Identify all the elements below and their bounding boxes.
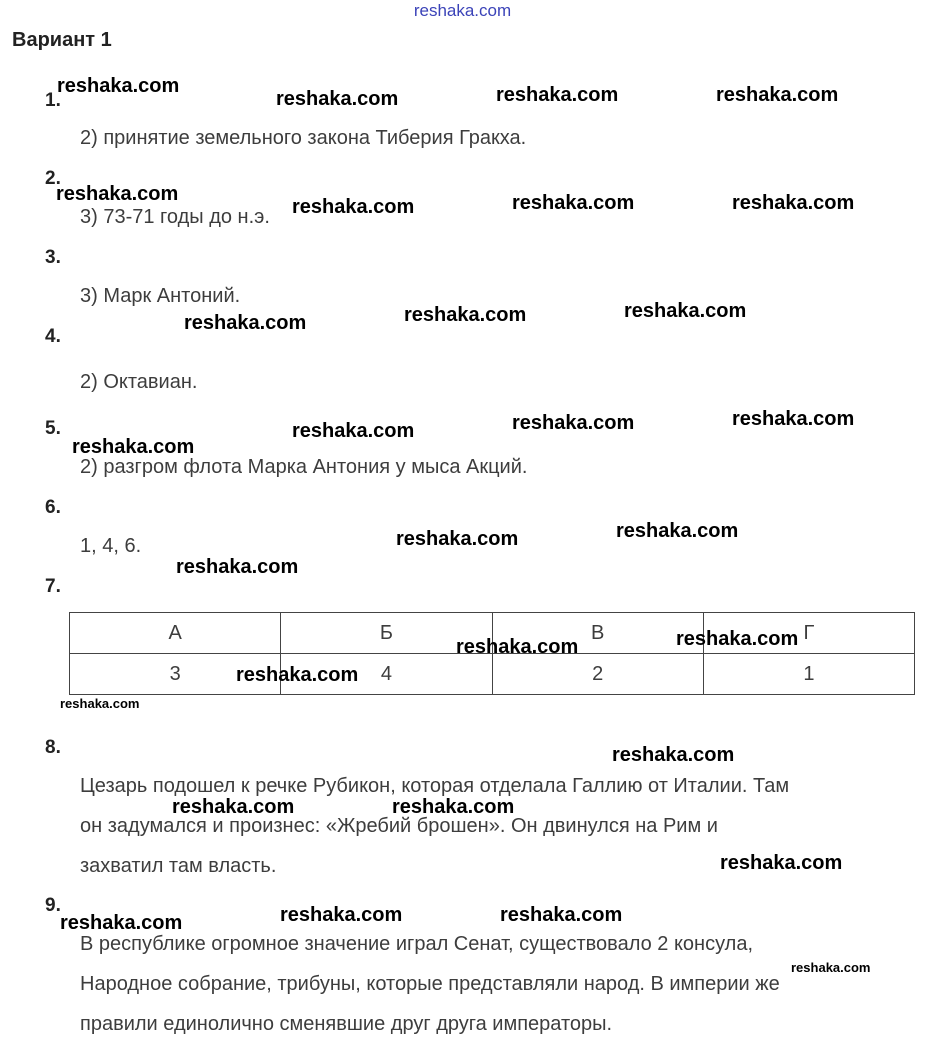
table-header-cell: Б <box>281 613 492 654</box>
watermark: reshaka.com <box>616 520 739 542</box>
question-number-7: 7. <box>45 576 61 597</box>
watermark: reshaka.com <box>276 88 399 110</box>
watermark: reshaka.com <box>172 796 295 818</box>
table-header-cell: Г <box>703 613 914 654</box>
watermark: reshaka.com <box>184 312 307 334</box>
answer-4: 2) Октавиан. <box>80 371 198 393</box>
watermark: reshaka.com <box>236 664 359 686</box>
answer-9-line-2: Народное собрание, трибуны, которые представляли народ. В империи же <box>80 973 780 995</box>
watermark: reshaka.com <box>392 796 515 818</box>
table-cell: 2 <box>492 654 703 695</box>
answer-8-line-2: он задумался и произнес: «Жребий брошен». Он двинулся на Рим и <box>80 815 718 837</box>
watermark: reshaka.com <box>720 852 843 874</box>
watermark: reshaka.com <box>280 904 403 926</box>
watermark: reshaka.com <box>612 744 735 766</box>
table-cell: 3 <box>70 654 281 695</box>
answer-9-line-3: правили единолично сменявшие друг друга императоры. <box>80 1013 613 1035</box>
answer-3: 3) Марк Антоний. <box>80 285 241 307</box>
question-number-5: 5. <box>45 418 61 439</box>
watermark: reshaka.com <box>60 696 140 711</box>
watermark: reshaka.com <box>56 183 179 205</box>
question-number-2: 2. <box>45 168 61 189</box>
table-row <box>70 654 915 695</box>
table-header-cell: В <box>492 613 703 654</box>
answer-8-line-3: захватил там власть. <box>80 855 277 877</box>
variant-title: Вариант 1 <box>12 29 112 51</box>
question-number-3: 3. <box>45 247 61 268</box>
watermark: reshaka.com <box>512 412 635 434</box>
watermark: reshaka.com <box>396 528 519 550</box>
watermark: reshaka.com <box>732 408 855 430</box>
watermark: reshaka.com <box>624 300 747 322</box>
watermark: reshaka.com <box>716 84 839 106</box>
watermark: reshaka.com <box>60 912 183 934</box>
answer-1: 2) принятие земельного закона Тиберия Гракха. <box>80 127 527 149</box>
table-cell: 4 <box>281 654 492 695</box>
watermark: reshaka.com <box>496 84 619 106</box>
answer-6: 1, 4, 6. <box>80 535 142 557</box>
question-number-4: 4. <box>45 326 61 347</box>
question-number-9: 9. <box>45 895 61 916</box>
answer-8-line-1: Цезарь подошел к речке Рубикон, которая отделала Галлию от Италии. Там <box>80 775 790 797</box>
answer-9-line-1: В республике огромное значение играл Сенат, существовало 2 консула, <box>80 933 754 955</box>
answer-5: 2) разгром флота Марка Антония у мыса Акций. <box>80 456 528 478</box>
watermark: reshaka.com <box>57 75 180 97</box>
watermark: reshaka.com <box>176 556 299 578</box>
table-header-cell: А <box>70 613 281 654</box>
watermark: reshaka.com <box>500 904 623 926</box>
watermark: reshaka.com <box>512 192 635 214</box>
watermark: reshaka.com <box>404 304 527 326</box>
watermark: reshaka.com <box>72 436 195 458</box>
watermark: reshaka.com <box>456 636 579 658</box>
watermark: reshaka.com <box>732 192 855 214</box>
watermark: reshaka.com <box>292 420 415 442</box>
site-link[interactable]: reshaka.com <box>413 1 512 20</box>
table-cell: 1 <box>703 654 914 695</box>
watermark: reshaka.com <box>791 960 871 975</box>
answer-2: 3) 73-71 годы до н.э. <box>80 206 270 228</box>
watermark: reshaka.com <box>676 628 799 650</box>
question-number-1: 1. <box>45 90 61 111</box>
question-number-8: 8. <box>45 737 61 758</box>
question-number-6: 6. <box>45 497 61 518</box>
watermark: reshaka.com <box>292 196 415 218</box>
